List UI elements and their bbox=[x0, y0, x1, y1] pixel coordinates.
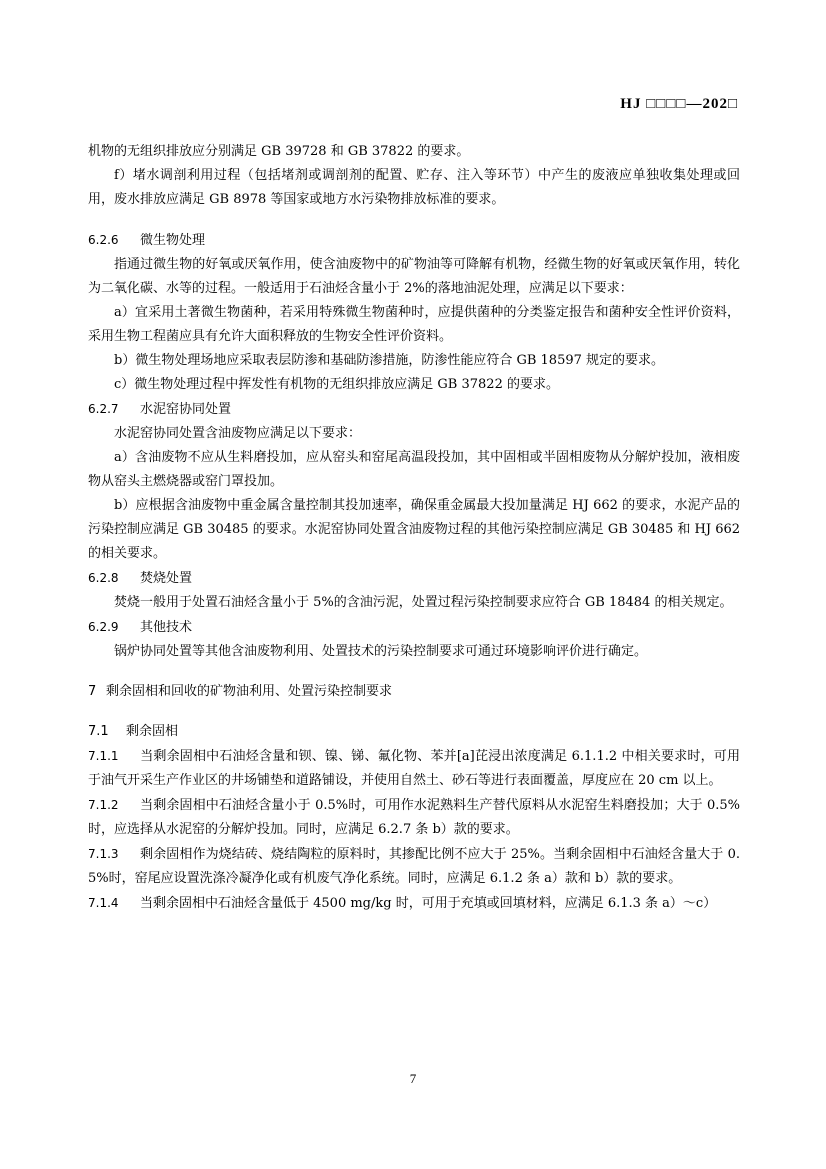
clause-7-1-2 bbox=[88, 793, 740, 842]
section-6-2-6-heading bbox=[88, 228, 740, 253]
section-title: 水泥窑协同处置 bbox=[140, 402, 232, 417]
paragraph-continued: 机物的无组织排放应分别满足 GB 39728 和 GB 37822 的要求。 bbox=[88, 144, 470, 159]
paragraph: 焚烧一般用于处置石油烃含量小于 5%的含油污泥，处置过程污染控制要求应符合 GB 18484 的相关规定。 bbox=[114, 595, 733, 610]
clause-7-1-4 bbox=[88, 891, 740, 916]
clause-number: 7.1.3 bbox=[88, 847, 119, 861]
page-number: 7 bbox=[409, 1071, 417, 1086]
clause-text: 当剩余固相中石油烃含量小于 0.5%时，可用作水泥熟料生产替代原料从水泥窑生料磨投加；大于 0.5%时，应选择从水泥窑的分解炉投加。同时，应满足 6.2.7 条 b）款的要求。 bbox=[88, 798, 740, 837]
section-number: 7.1 bbox=[88, 724, 109, 739]
list-item-a: a）含油废物不应从生料磨投加，应从窑头和窑尾高温段投加，其中固相或半固相废物从分解炉投加，液相废物从窑头主燃烧器或窑门罩投加。 bbox=[88, 450, 740, 489]
section-6-2-9-heading bbox=[88, 615, 740, 640]
clause-number: 7.1.1 bbox=[88, 749, 119, 763]
paragraph: 指通过微生物的好氧或厌氧作用，使含油废物中的矿物油等可降解有机物，经微生物的好氧或厌氧作用，转化为二氧化碳、水等的过程。一般适用于石油烃含量小于 2%的落地油泥处理，应满足以下要求： bbox=[88, 257, 740, 296]
list-item-c: c）微生物处理过程中挥发性有机物的无组织排放应满足 GB 37822 的要求。 bbox=[114, 377, 559, 392]
section-number: 7 bbox=[88, 684, 97, 699]
section-number: 6.2.6 bbox=[88, 233, 119, 247]
clause-text: 当剩余固相中石油烃含量低于 4500 mg/kg 时，可用于充填或回填材料，应满足 6.1.3 条 a）～c） bbox=[140, 896, 717, 911]
section-title: 剩余固相 bbox=[126, 724, 179, 739]
clause-text: 剩余固相作为烧结砖、烧结陶粒的原料时，其掺配比例不应大于 25%。当剩余固相中石油烃含量大于 0.5%时，窑尾应设置洗涤冷凝净化或有机废气净化系统。同时，应满足 6.1.2 条 a）款和 b）款的要求。 bbox=[88, 847, 740, 886]
section-title: 微生物处理 bbox=[140, 233, 206, 248]
section-number: 6.2.7 bbox=[88, 402, 119, 416]
section-7-1-heading bbox=[88, 720, 740, 744]
clause-number: 7.1.2 bbox=[88, 798, 119, 812]
paragraph: 锅炉协同处置等其他含油废物利用、处置技术的污染控制要求可通过环境影响评价进行确定。 bbox=[114, 644, 648, 659]
section-title: 剩余固相和回收的矿物油利用、处置污染控制要求 bbox=[106, 684, 393, 699]
document-body bbox=[88, 140, 740, 916]
clause-7-1-1 bbox=[88, 744, 740, 793]
section-number: 6.2.8 bbox=[88, 571, 119, 585]
section-number: 6.2.9 bbox=[88, 620, 119, 634]
section-title: 焚烧处置 bbox=[140, 571, 193, 586]
clause-text: 当剩余固相中石油烃含量和钡、镍、锑、氟化物、苯并[a]芘浸出浓度满足 6.1.1.2 中相关要求时，可用于油气开采生产作业区的井场铺垫和道路铺设，并使用自然土、砂石等进行表面覆盖，厚度应在 20 cm 以上。 bbox=[88, 749, 740, 788]
clause-number: 7.1.4 bbox=[88, 896, 119, 910]
list-item-a: a）宜采用土著微生物菌种，若采用特殊微生物菌种时，应提供菌种的分类鉴定报告和菌种安全性评价资料，采用生物工程菌应具有允许大面积释放的生物安全性评价资料。 bbox=[88, 305, 740, 344]
section-6-2-7-heading bbox=[88, 397, 740, 422]
section-7-heading bbox=[88, 680, 740, 704]
section-6-2-8-heading bbox=[88, 566, 740, 591]
paragraph: 水泥窑协同处置含油废物应满足以下要求： bbox=[114, 426, 362, 441]
clause-7-1-3 bbox=[88, 842, 740, 891]
document-number-header: HJ □□□□—202□ bbox=[620, 96, 738, 112]
list-item-b: b）应根据含油废物中重金属含量控制其投加速率，确保重金属最大投加量满足 HJ 662 的要求，水泥产品的污染控制应满足 GB 30485 的要求。水泥窑协同处置含油废物过程的其他污染控制应满足 GB 30485 和 HJ 662 的相关要求。 bbox=[88, 498, 741, 561]
list-item-b: b）微生物处理场地应采取表层防渗和基础防渗措施，防渗性能应符合 GB 18597 规定的要求。 bbox=[114, 353, 665, 368]
paragraph-item-f: f）堵水调剖利用过程（包括堵剂或调剖剂的配置、贮存、注入等环节）中产生的废液应单独收集处理或回用，废水排放应满足 GB 8978 等国家或地方水污染物排放标准的要求。 bbox=[88, 168, 740, 207]
section-title: 其他技术 bbox=[140, 620, 193, 635]
